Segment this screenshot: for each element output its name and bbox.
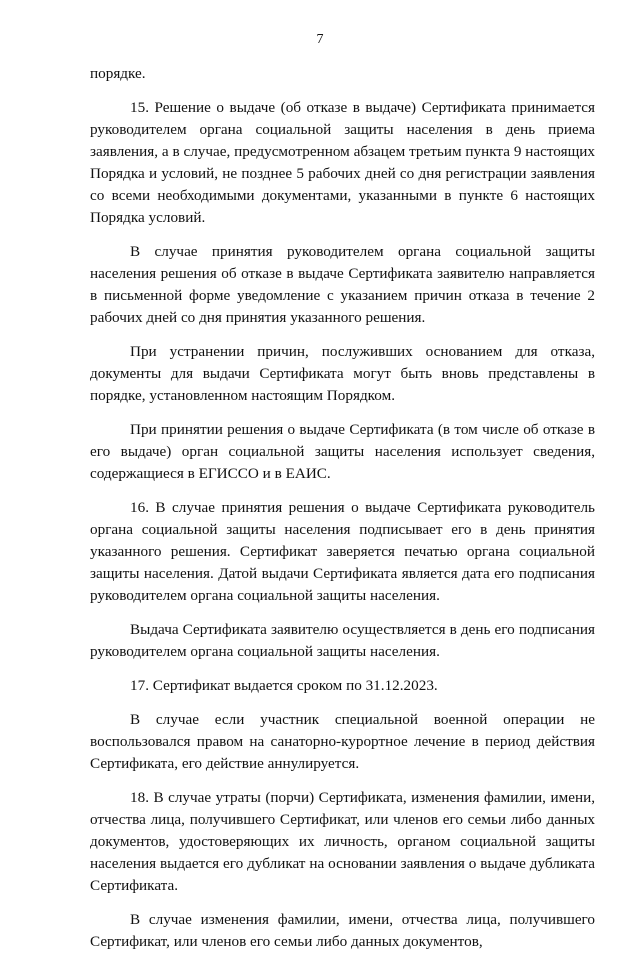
paragraph: При принятии решения о выдаче Сертификата (в том числе об отказе в его выдаче) орган социальной защиты населения использует сведения, содержащиеся в ЕГИССО и в ЕАИС. — [90, 421, 595, 482]
paragraph: 17. Сертификат выдается сроком по 31.12.2023. — [130, 677, 438, 694]
paragraph: порядке. — [90, 65, 146, 82]
paragraph: 18. В случае утраты (порчи) Сертификата, изменения фамилии, имени, отчества лица, получившего Сертификат, или членов его семьи либо данных документов, удостоверяющих их личность, органом социальной защиты населения выдается его дубликат на основании заявления о выдаче дубликата Сертификата. — [90, 789, 595, 894]
document-body — [90, 63, 595, 965]
paragraph: В случае изменения фамилии, имени, отчества лица, получившего Сертификат, или членов его семьи либо данных документов, — [90, 911, 595, 950]
paragraph: При устранении причин, послуживших основанием для отказа, документы для выдачи Сертификата могут быть вновь представлены в порядке, установленном настоящим Порядком. — [90, 343, 595, 404]
paragraph: Выдача Сертификата заявителю осуществляется в день его подписания руководителем органа социальной защиты населения. — [90, 621, 595, 660]
paragraph: В случае если участник специальной военной операции не воспользовался правом на санаторно-курортное лечение в период действия Сертификата, его действие аннулируется. — [90, 711, 595, 772]
paragraph: В случае принятия руководителем органа социальной защиты населения решения об отказе в выдаче Сертификата заявителю направляется в письменной форме уведомление с указанием причин отказа в течение 2 рабочих дней со дня принятия указанного решения. — [90, 243, 595, 326]
paragraph: 16. В случае принятия решения о выдаче Сертификата руководитель органа социальной защиты населения подписывает его в день принятия указанного решения. Сертификат заверяется печатью органа социальной защиты населения. Датой выдачи Сертификата является дата его подписания руководителем органа социальной защиты населения. — [90, 499, 595, 604]
paragraph: 15. Решение о выдаче (об отказе в выдаче) Сертификата принимается руководителем органа социальной защиты населения в день приема заявления, а в случае, предусмотренном абзацем третьим пункта 9 настоящих Порядка и условий, не позднее 5 рабочих дней со дня регистрации заявления со всеми необходимыми документами, указанными в пункте 6 настоящих Порядка условий. — [90, 99, 595, 226]
page-number: 7 — [316, 32, 324, 47]
